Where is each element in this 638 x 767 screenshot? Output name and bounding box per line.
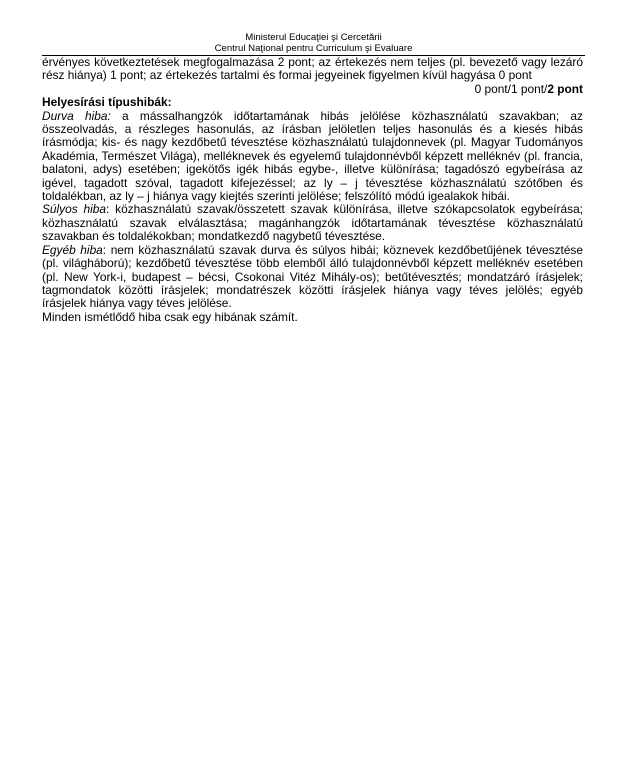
durva-hiba-paragraph — [42, 110, 583, 204]
sulyos-hiba-paragraph — [42, 203, 583, 243]
intro-paragraph: érvényes következtetések megfogalmazása 2 pont; az értekezés nem teljes (pl. bevezető vagy lezáró rész hiánya) 1 pont; az értekezés tartalmi és formai jegyeinek figyelmen kívül hagyása 0 pont — [42, 55, 583, 83]
score-line — [42, 83, 583, 96]
score-max: 2 pont — [547, 81, 583, 96]
document-body — [42, 56, 583, 324]
sulyos-hiba-label: Súlyos hiba — [42, 202, 106, 217]
page-header — [42, 32, 585, 54]
egyeb-hiba-text: : nem közhasználatú szavak durva és súlyos hibái; köznevek kezdőbetűjének tévesztése (pl. világháború); kezdőbetű tévesztése több elemből álló tulajdonnévből képzett melléknév esetében (pl. New York-i, budapest – bécsi, Csokonai Vitéz Mihály-os); betűtévesztés; mondatzáró írásjelek; tagmondatok közötti írásjelek; mondatrészek közötti írásjelek hiánya vagy téves jelölés; egyéb írásjelek hiánya vagy téves jelölése. — [42, 242, 583, 311]
egyeb-hiba-paragraph — [42, 244, 583, 311]
ministry-name: Ministerul Educaţiei şi Cercetării — [245, 32, 382, 43]
durva-hiba-label: Durva hiba: — [42, 108, 111, 123]
sulyos-hiba-text: : közhasználatú szavak/összetett szavak különírása, illetve szókapcsolatok egybeírása; közhasználatú szavak elválasztása; magánhangzók időtartamának tévesztése közhasználatú szavakban és toldalékokban; mondatkezdő nagybetű tévesztése. — [42, 202, 583, 244]
egyeb-hiba-label: Egyéb hiba — [42, 242, 103, 257]
center-name: Centrul Naţional pentru Curriculum şi Evaluare — [214, 43, 413, 54]
section-title: Helyesírási típushibák: — [42, 95, 172, 110]
durva-hiba-text: a mássalhangzók időtartamának hibás jelölése közhasználatú szavakban; az összeolvadás, a részleges hasonulás, az írásban jelöletlen teljes hasonulás és a kiesés hibás írásmódja; kis- és nagy kezdőbetű tévesztése közhasználatú tulajdonnevek (pl. Magyar Tudományos Akadémia, Természet Világa), melléknevek és egyelemű tulajdonnévből képzett melléknév (pl. francia, balatoni, adys) esetében; igekötős igék hibás egybe-, illetve különírása; tagadószó egybeírása az igével, tagadott szóval, tagadott kifejezéssel; az ly – j tévesztése közhasználatú szótőben és toldalékban, az ly – j hiánya vagy kiejtés szerinti jelölése; felszólító módú igealakok hibái. — [42, 108, 583, 204]
score-options: 0 pont/1 pont/ — [474, 81, 548, 96]
closing-note: Minden ismétlődő hiba csak egy hibának számít. — [42, 309, 298, 324]
